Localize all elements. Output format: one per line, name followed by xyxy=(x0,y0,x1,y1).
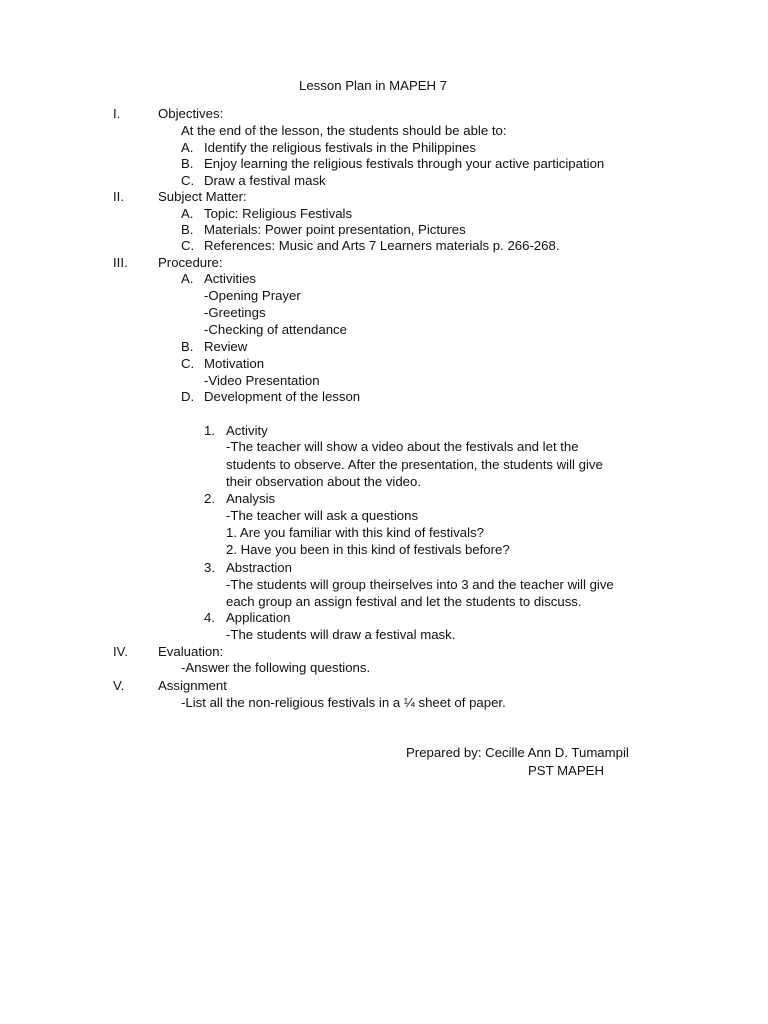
section-number-evaluation: IV. xyxy=(113,644,128,659)
step-number: 2. xyxy=(204,491,215,506)
step-line: 2. Have you been in this kind of festivals before? xyxy=(226,542,510,557)
activity-subitem: -Checking of attendance xyxy=(204,322,347,337)
section-number-procedure: III. xyxy=(113,255,128,270)
step-title-abstraction: Abstraction xyxy=(226,560,292,575)
step-line: each group an assign festival and let the students to discuss. xyxy=(226,594,582,609)
procedure-letter: B. xyxy=(181,339,194,354)
procedure-item-activities: Activities xyxy=(204,271,257,286)
section-heading-evaluation: Evaluation: xyxy=(158,644,224,659)
section-number-objectives: I. xyxy=(113,106,121,121)
procedure-letter: C. xyxy=(181,356,195,371)
section-heading-procedure: Procedure: xyxy=(158,255,223,270)
procedure-item-motivation: Motivation xyxy=(204,356,265,371)
step-number: 3. xyxy=(204,560,215,575)
procedure-item-review: Review xyxy=(204,339,248,354)
procedure-letter: A. xyxy=(181,271,194,286)
subject-item: References: Music and Arts 7 Learners materials p. 266-268. xyxy=(204,238,560,253)
procedure-letter: D. xyxy=(181,389,195,404)
step-title-analysis: Analysis xyxy=(226,491,276,506)
objectives-intro: At the end of the lesson, the students should be able to: xyxy=(181,123,507,138)
section-number-assignment: V. xyxy=(113,678,125,693)
step-line: 1. Are you familiar with this kind of festivals? xyxy=(226,525,484,540)
activity-subitem: -Opening Prayer xyxy=(204,288,301,303)
step-title-activity: Activity xyxy=(226,423,268,438)
step-line: their observation about the video. xyxy=(226,474,422,489)
section-heading-assignment: Assignment xyxy=(158,678,227,693)
subject-letter: A. xyxy=(181,206,194,221)
objective-letter: C. xyxy=(181,173,195,188)
preparer-position: PST MAPEH xyxy=(528,763,604,778)
subject-item: Topic: Religious Festivals xyxy=(204,206,353,221)
activity-subitem: -Greetings xyxy=(204,305,266,320)
step-number: 1. xyxy=(204,423,215,438)
step-title-application: Application xyxy=(226,610,291,625)
motivation-subitem: -Video Presentation xyxy=(204,373,320,388)
section-heading-objectives: Objectives: xyxy=(158,106,224,121)
section-number-subject-matter: II. xyxy=(113,189,124,204)
prepared-by: Prepared by: Cecille Ann D. Tumampil xyxy=(406,745,629,760)
step-number: 4. xyxy=(204,610,215,625)
step-line: -The teacher will ask a questions xyxy=(226,508,419,523)
document-title: Lesson Plan in MAPEH 7 xyxy=(299,78,448,93)
objective-letter: A. xyxy=(181,140,194,155)
procedure-item-development: Development of the lesson xyxy=(204,389,361,404)
objective-letter: B. xyxy=(181,156,194,171)
step-line: -The students will draw a festival mask. xyxy=(226,627,456,642)
subject-letter: B. xyxy=(181,222,194,237)
subject-item: Materials: Power point presentation, Pictures xyxy=(204,222,466,237)
step-line: students to observe. After the presentation, the students will give xyxy=(226,457,603,472)
objective-item: Enjoy learning the religious festivals through your active participation xyxy=(204,156,605,171)
objective-item: Draw a festival mask xyxy=(204,173,326,188)
step-line: -The teacher will show a video about the festivals and let the xyxy=(226,439,579,454)
subject-letter: C. xyxy=(181,238,195,253)
objective-item: Identify the religious festivals in the Philippines xyxy=(204,140,476,155)
section-heading-subject-matter: Subject Matter: xyxy=(158,189,247,204)
evaluation-text: -Answer the following questions. xyxy=(181,660,371,675)
step-line: -The students will group theirselves into 3 and the teacher will give xyxy=(226,577,614,592)
assignment-text: -List all the non-religious festivals in a ¼ sheet of paper. xyxy=(181,695,506,710)
